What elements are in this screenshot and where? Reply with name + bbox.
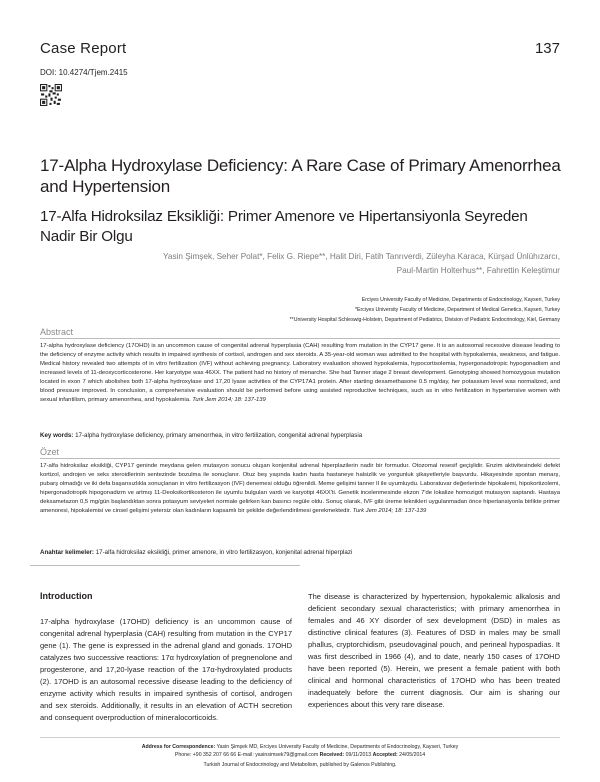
footer-divider — [40, 737, 560, 738]
accepted-date: 24/05/2014 — [399, 752, 426, 758]
doi: DOI: 10.4274/Tjem.2415 — [40, 68, 128, 77]
keywords-label: Key words: — [40, 432, 74, 439]
page-number: 137 — [534, 40, 560, 57]
article-title: 17-Alpha Hydroxylase Deficiency: A Rare Case of Primary Amenorrhea and Hypertension — [40, 156, 561, 196]
contact-dates — [0, 752, 600, 758]
keywords-text: 17-alpha hydroxylase deficiency, primary amenorrhea, in vitro fertilization, congenital adrenal hyperplasia — [75, 432, 363, 439]
authors-line-1: Yasin Şimşek, Seher Polat*, Felix G. Riepe**, Halit Diri, Fatih Tanrıverdi, Züleyha Karaca, Kürşad Ünlühızarcı, — [163, 252, 560, 261]
ozet-keywords — [40, 548, 560, 557]
anahtar-kelimeler-label: Anahtar kelimeler: — [40, 549, 94, 556]
correspondence — [0, 744, 600, 750]
affiliation: *Erciyes University Faculty of Medicine, Department of Medical Genetics, Kayseri, Turkey — [355, 307, 560, 313]
received-date: 09/11/2013 — [345, 752, 372, 758]
article-subtitle: 17-Alfa Hidroksilaz Eksikliği: Primer Amenore ve Hipertansiyonla Seyreden Nadir Bir Olgu — [40, 208, 528, 245]
received-label: Received: — [319, 752, 345, 758]
ozet-text — [40, 462, 560, 516]
section-label: Case Report — [40, 40, 127, 57]
ozet-body: 17-alfa hidroksilaz eksikliği, CYP17 geninde meydana gelen mutasyon sonucu oluşan konjenital adrenal hiperplazilerin nadir bir formudur. Otozomal resesif geçişlidir. Enzim aktivitesindeki defekt kortizol, androjen ve seks steroidlerinin sentezinde bozulma ile sonuçlanır. Otuz beş yaşında kadın hasta hastaneye halsizlik ve yorgunluk şikayetleriyle başvurdu. Hikayesinde spontan menarş, pubarş olmadığı ve iki defa başarısızlıkla sonuçlanan in vitro fertilizasyon (IVF) denemesi olduğu öğrenildi. Meme gelişimi tanner II ile uyumluydu. Laboratuvar değerlerinde hipokalemi, hipokortizolemi, hipergonadotropik hipogonadizm ve artmış 11-Deoksikortikosteron ile uyumlu bulguları vardı ve karyotipi 46XX'ti. Genetik incelenmesinde ekzon 7'de lokalize homozigot mutasyon saptandı. Hastaya deksametazon 0,5 mg/gün başlandıktan sonra potasyum seviyeleri normale gelirken kan basıncı regüle oldu. Sonuç olarak, IVF gibi üreme teknikleri uygulanmadan önce hipertansiyonla birlikte primer amenoresi, hipokalemisi ve cinsel gelişimi yetersiz olan kadınların kapsamlı bir şekilde değerlendirilmesi gerekmektedir. — [40, 463, 560, 514]
affiliation: **University Hospital Schleswig-Holstein, Department of Pediatrics, Division of Pediatric Endocrinology, Kiel, Germany — [289, 317, 560, 323]
abstract-heading: Abstract — [40, 327, 74, 337]
phone-email: Phone: +90 352 207 66 66 E-mail: yasinsimsek79@gmail.com — [174, 752, 319, 758]
correspondence-text: Yasin Şimşek MD, Erciyes University Faculty of Medicine, Departments of Endocrinology, Kayseri, Turkey — [216, 744, 459, 750]
affiliation: Erciyes University Faculty of Medicine, Departments of Endocrinology, Kayseri, Turkey — [361, 297, 560, 303]
introduction-text-column-2: The disease is characterized by hypertension, hypokalemic alkalosis and deficient secondary sexual characteristics; with primary amenorrhea in females and 46 XY disorder of sex development (DSD) in males as distinctive clinical features (3). Features of DSD in males may be small phallus, cryptorchidism, pseudovaginal pouch, and perineal hypospadias. It was first described in 1966 (4), and to date, nearly 150 cases of 17OHD have been reported (5). Herein, we present a female patient with both clinical and hormonal characteristics of 17OHD who has been treated inadequately before the current diagnosis. Our aim is sharing our experiences about this very rare disease. — [308, 592, 560, 709]
ozet-citation: Turk Jem 2014; 18: 137-139 — [352, 508, 427, 514]
journal-line: Turkish Journal of Endocrinology and Metabolism, published by Galenos Publishing. — [203, 762, 397, 768]
abstract-citation: Turk Jem 2014; 18: 137-139 — [192, 397, 266, 403]
authors — [80, 250, 560, 278]
abstract-text — [40, 342, 560, 405]
divider — [40, 338, 560, 339]
introduction-heading: Introduction — [40, 591, 93, 601]
accepted-label: Accepted: — [372, 752, 398, 758]
anahtar-kelimeler-text: 17-alfa hidroksilaz eksikliği, primer amenore, in vitro fertilizasyon, konjenital adrenal hiperplazi — [95, 549, 353, 556]
abstract-keywords — [40, 431, 560, 440]
introduction-text: 17-alpha hydroxylase (17OHD) deficiency is an uncommon cause of congenital adrenal hyperplasia (CAH) resulting from mutation in the CYP17 gene (1). The gene is expressed in the adrenal gland and gonads. 17OHD catalyzes two successive reactions: 17α hydroxylation of pregnenolone and progesterone, and 17,20-lyase reaction of the 17α-hydroxylated products (2). 17OHD is an autosomal recessive disease leading to the deficiency of enzyme activity which results in impaired synthesis of cortisol, androgen and sex steroids. Additionally, it results in an elevation of ACTH secretion and consequent overproduction of mineralocorticoids. — [40, 617, 292, 722]
qr-code-icon — [40, 84, 62, 106]
divider — [40, 458, 560, 459]
correspondence-label: Address for Correspondence: — [141, 744, 216, 750]
ozet-heading: Özet — [40, 447, 60, 457]
divider — [30, 565, 300, 566]
abstract-body: 17-alpha hydroxylase deficiency (17OHD) is an uncommon cause of congenital adrenal hyperplasia (CAH) resulting from mutation in the CYP17 gene. It is an autosomal recessive disease leading to the deficiency of enzyme activity which results in impaired synthesis of cortisol, androgen and sex steroids. A 35-year-old woman was admitted to the hospital with hypokalemia, weakness, and fatigue. Medical history revealed two attempts of in vitro fertilization (IVF) without achieving pregnancy. Laboratory evaluation showed hypokalemia, hypocortisolemia, hypergonadotropic hypogonadism and increased levels of 11-deoxycorticosterone. Her karyotype was 46XX. The patient had no history of menarche. She had Tanner stage 2 breast development. Genotyping showed homozygous mutation located in exon 7 which abolishes both 17-alpha hydroxylase and 17,20 lyase activities of the CYP17A1 protein. After starting dexamethasone 0.5 mg/day, her potassium level was normalized, and blood pressure improved. In conclusion, a comprehensive evaluation should be performed before using assisted reproductive techniques, such as in vitro fertilization in hypertensive women with sexual infantilism, primary amenorrhea, and hypokalemia. — [40, 343, 560, 403]
authors-line-2: Paul-Martin Holterhus**, Fahrettin Keleştimur — [396, 266, 560, 275]
